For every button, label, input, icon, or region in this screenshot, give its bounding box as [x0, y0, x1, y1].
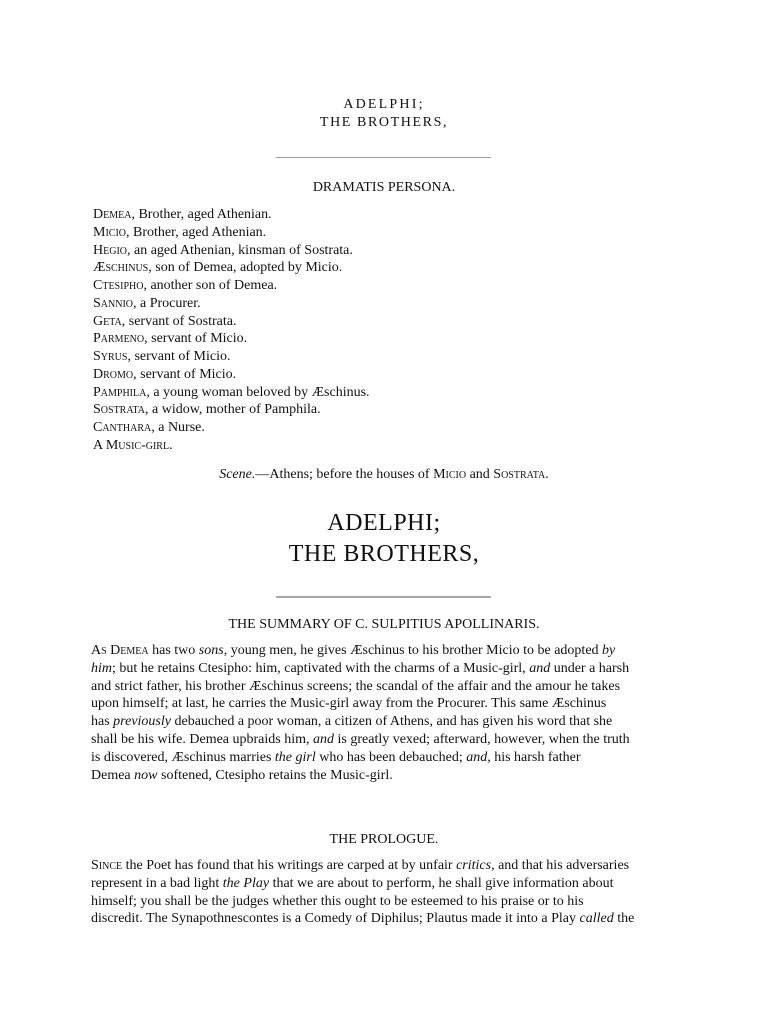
- italic-run: and: [529, 660, 551, 676]
- summary-line: upon himself; at last, he carries the Music-girl away from the Procurer. This same Æschinus: [91, 696, 607, 712]
- persona-item: [93, 419, 693, 437]
- persona-item: [93, 224, 693, 242]
- summary-line: and strict father, his brother Æschinus screens; the scandal of the affair and the amour he takes: [91, 678, 621, 694]
- persona-desc: , a Procurer.: [133, 295, 201, 311]
- text-run: ; but he retains Ctesipho: him, captivated with the charms of a Music-girl,: [112, 660, 530, 676]
- text-run: , young men, he gives Æschinus to his brother Micio to be adopted: [223, 643, 603, 658]
- persona-item: [93, 313, 693, 331]
- persona-desc: , a young woman beloved by Æschinus.: [146, 384, 370, 400]
- text-run: the: [613, 911, 635, 927]
- main-title-line-2: THE BROTHERS,: [288, 541, 480, 567]
- text-run: Demea: [91, 767, 135, 783]
- text-run: is greatly vexed; afterward, however, when the truth: [334, 731, 630, 747]
- dramatis-personae-list: [93, 206, 693, 455]
- persona-name: Parmeno: [93, 331, 145, 347]
- persona-desc: , another son of Demea.: [143, 278, 278, 293]
- scene-text: —Athens; before the houses of: [255, 467, 434, 482]
- text-run: under a harsh: [550, 660, 630, 676]
- italic-run: and: [313, 731, 335, 747]
- header-title-line-2: THE BROTHERS,: [319, 115, 449, 130]
- persona-item: [93, 348, 693, 366]
- persona-item: [93, 366, 693, 384]
- summary-heading: THE SUMMARY OF C. SULPITIUS APOLLINARIS.: [228, 617, 540, 632]
- text-run: who has been debauched;: [315, 749, 467, 765]
- text-run: debauched a poor woman, a citizen of Athens, and has given his word that she: [170, 714, 613, 730]
- text-run: has two: [148, 643, 199, 658]
- persona-item: [93, 295, 693, 313]
- italic-run: sons: [198, 643, 224, 658]
- persona-item: [93, 277, 693, 295]
- summary-line: [91, 749, 691, 767]
- italic-run: and: [466, 749, 488, 765]
- persona-desc: , servant of Sostrata.: [121, 313, 237, 329]
- persona-item: [93, 384, 693, 402]
- summary-paragraph: [91, 642, 691, 784]
- italic-run: the girl: [274, 749, 316, 765]
- text-run: discredit. The Synapothnescontes is a Comedy of Diphilus; Plautus made it into a Play: [91, 911, 580, 927]
- text-run: has: [91, 714, 114, 730]
- persona-name: Dromo: [93, 366, 134, 382]
- persona-name: Sannio: [93, 295, 134, 311]
- persona-name: Syrus: [93, 349, 128, 364]
- scene-house-2: Sostrata: [493, 467, 546, 482]
- text-run: is discovered, Æschinus marries: [91, 749, 275, 765]
- persona-item: [93, 401, 693, 419]
- text-run: that we are about to perform, he shall give information about: [269, 875, 614, 891]
- text-run: shall be his wife. Demea upbraids him,: [91, 731, 314, 747]
- persona-desc: , a widow, mother of Pamphila.: [145, 402, 321, 418]
- persona-name: Sostrata: [93, 402, 145, 418]
- prologue-heading: THE PROLOGUE.: [329, 832, 439, 847]
- persona-desc: , Brother, aged Athenian.: [126, 224, 267, 240]
- persona-item: [93, 330, 693, 348]
- persona-name: Hegio: [93, 242, 127, 258]
- italic-run: now: [134, 767, 158, 783]
- header-divider: [276, 157, 491, 158]
- persona-name: Demea: [93, 207, 132, 222]
- prologue-line: [91, 875, 691, 893]
- persona-name: Canthara: [93, 420, 152, 435]
- scene-and: and: [466, 467, 494, 482]
- persona-desc: , servant of Micio.: [144, 331, 248, 347]
- text-run: represent in a bad light: [91, 875, 223, 891]
- prologue-paragraph: [91, 857, 691, 928]
- persona-item: [93, 437, 693, 455]
- persona-desc: , Brother, aged Athenian.: [131, 207, 272, 222]
- persona-item: [93, 206, 693, 224]
- summary-line: [91, 713, 691, 731]
- summary-line: [91, 642, 691, 660]
- prologue-line: [91, 910, 691, 928]
- italic-run: critics: [456, 858, 492, 873]
- persona-name: Ctesipho: [93, 278, 144, 293]
- persona-item: [93, 259, 693, 277]
- persona-desc: , servant of Micio.: [127, 349, 231, 364]
- persona-desc: , son of Demea, adopted by Micio.: [148, 260, 343, 276]
- italic-run: by: [602, 643, 616, 658]
- prologue-lead: Since: [91, 858, 123, 873]
- scene-end: .: [545, 467, 549, 482]
- text-run: , and that his adversaries: [491, 858, 630, 873]
- text-run: the Poet has found that his writings are carped at by unfair: [122, 858, 457, 873]
- persona-name: Micio: [93, 224, 126, 240]
- main-title-line-1: ADELPHI;: [327, 510, 441, 536]
- text-run: softened, Ctesipho retains the Music-girl.: [157, 767, 393, 783]
- italic-run: him: [91, 660, 112, 676]
- summary-line: [91, 767, 691, 785]
- persona-desc: , servant of Micio.: [133, 366, 237, 382]
- dramatis-heading: DRAMATIS PERSONA.: [312, 180, 456, 195]
- italic-run: previously: [113, 714, 171, 730]
- persona-name: Geta: [93, 313, 122, 329]
- title-divider: [276, 596, 491, 598]
- summary-line: [91, 731, 691, 749]
- italic-run: the Play: [222, 875, 270, 891]
- scene-line: [0, 466, 768, 484]
- persona-desc: .: [169, 437, 173, 453]
- persona-desc: , an aged Athenian, kinsman of Sostrata.: [127, 242, 353, 258]
- text-run: , his harsh father: [487, 749, 581, 765]
- summary-lead: As Demea: [91, 643, 149, 658]
- italic-run: called: [579, 911, 614, 927]
- scene-house-1: Micio: [433, 467, 467, 482]
- summary-line: [91, 660, 691, 678]
- scene-label: Scene.: [219, 467, 256, 482]
- header-title-line-1: ADELPHI;: [343, 97, 425, 112]
- prologue-line: [91, 857, 691, 875]
- persona-name: Æschinus: [93, 260, 149, 276]
- persona-name: Pamphila: [93, 384, 147, 400]
- persona-name: A Music-girl: [93, 437, 170, 453]
- persona-desc: , a Nurse.: [151, 420, 205, 435]
- prologue-line: himself; you shall be the judges whether this ought to be esteemed to his praise or to his: [91, 893, 584, 909]
- persona-item: [93, 242, 693, 260]
